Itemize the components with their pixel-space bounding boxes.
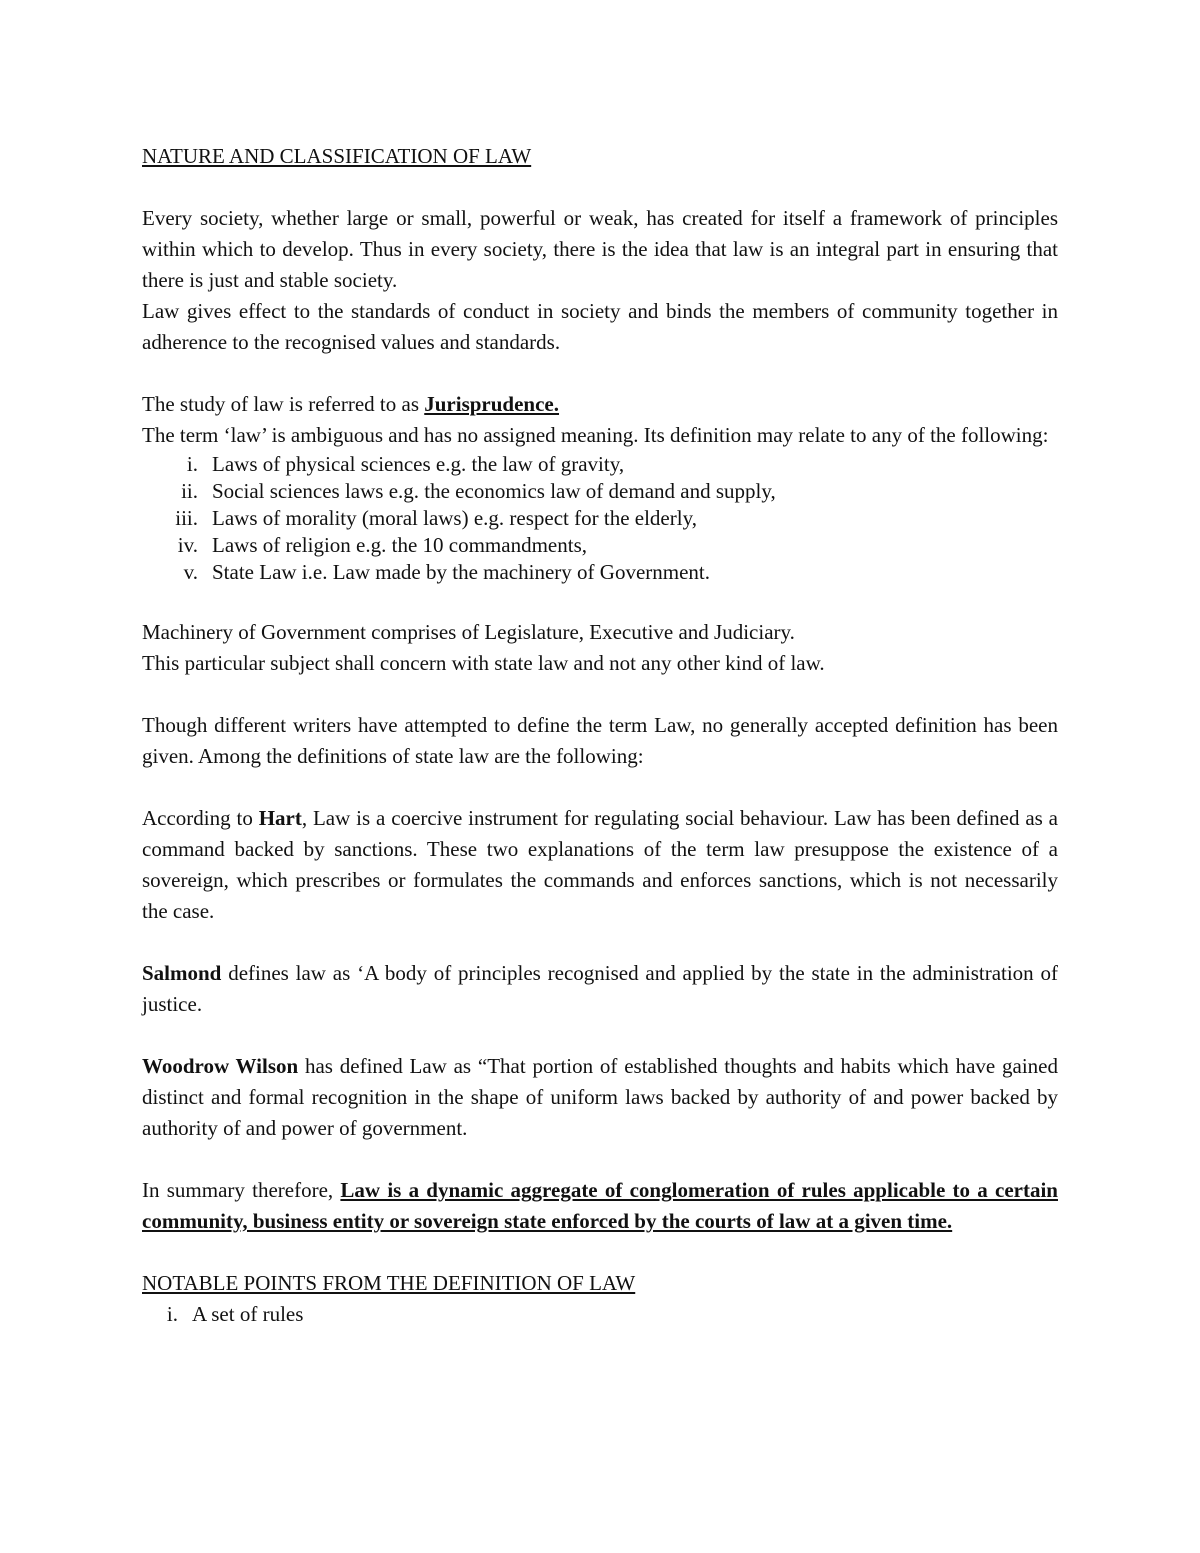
list-item-text: Laws of physical sciences e.g. the law of gravity,	[212, 452, 625, 476]
subject-paragraph: This particular subject shall concern with state law and not any other kind of law.	[142, 651, 825, 675]
list-item-number: i.	[166, 1302, 178, 1326]
term-intro-paragraph: The term ‘law’ is ambiguous and has no assigned meaning. Its definition may relate to any of the following:	[142, 423, 1049, 447]
jurisprudence-prefix: The study of law is referred to as	[142, 392, 425, 416]
notable-points-heading: NOTABLE POINTS FROM THE DEFINITION OF LAW	[142, 1271, 636, 1295]
law-types-list	[142, 451, 1058, 586]
list-item-text: Social sciences laws e.g. the economics law of demand and supply,	[212, 479, 776, 503]
jurisprudence-term: Jurisprudence.	[424, 392, 560, 416]
wilson-definition	[142, 1051, 1058, 1144]
list-item	[142, 1299, 1058, 1330]
list-item	[142, 478, 1058, 505]
list-item-number: iii.	[175, 506, 198, 530]
jurisprudence-paragraph	[142, 389, 1058, 420]
hart-prefix: According to	[142, 806, 259, 830]
list-item	[142, 505, 1058, 532]
wilson-text: has defined Law as “That portion of established thoughts and habits which have gained distinct and formal recognition in the shape of uniform laws backed by authority of and power backed by authority of and power of government.	[142, 1054, 1058, 1140]
notable-points-list	[142, 1299, 1058, 1330]
list-item-number: v.	[183, 560, 198, 584]
document-title: NATURE AND CLASSIFICATION OF LAW	[142, 144, 532, 168]
list-item-number: i.	[186, 452, 198, 476]
list-item	[142, 451, 1058, 478]
list-item-number: ii.	[181, 479, 198, 503]
writers-paragraph: Though different writers have attempted to define the term Law, no generally accepted definition has been given. Among the definitions of state law are the following:	[142, 713, 1058, 768]
list-item-text: State Law i.e. Law made by the machinery of Government.	[212, 560, 710, 584]
hart-text: , Law is a coercive instrument for regulating social behaviour. Law has been defined as a command backed by sanctions. These two explanations of the term law presuppose the existence of a sovereign, which prescribes or formulates the commands and enforces sanctions, which is not necessarily the case.	[142, 806, 1058, 923]
hart-definition	[142, 803, 1058, 927]
wilson-name: Woodrow Wilson	[142, 1054, 299, 1078]
salmond-definition	[142, 958, 1058, 1020]
list-item	[142, 532, 1058, 559]
list-item-text: Laws of morality (moral laws) e.g. respect for the elderly,	[212, 506, 697, 530]
list-item-number: iv.	[177, 533, 198, 557]
list-item-text: Laws of religion e.g. the 10 commandments,	[212, 533, 587, 557]
salmond-text: defines law as ‘A body of principles recognised and applied by the state in the administration of justice.	[142, 961, 1058, 1016]
intro-paragraph: Every society, whether large or small, powerful or weak, has created for itself a framework of principles within which to develop. Thus in every society, there is the idea that law is an integral part in ensuring that there is just and stable society.	[142, 206, 1058, 292]
summary-prefix: In summary therefore,	[142, 1178, 341, 1202]
hart-name: Hart	[258, 806, 302, 830]
law-effect-paragraph: Law gives effect to the standards of conduct in society and binds the members of community together in adherence to the recognised values and standards.	[142, 299, 1058, 354]
list-item-text: A set of rules	[192, 1302, 304, 1326]
summary-definition: Law is a dynamic aggregate of conglomeration of rules applicable to a certain community, business entity or sovereign state enforced by the courts of law at a given time.	[142, 1178, 1058, 1233]
list-item	[142, 559, 1058, 586]
summary-paragraph	[142, 1175, 1058, 1237]
machinery-paragraph: Machinery of Government comprises of Legislature, Executive and Judiciary.	[142, 620, 795, 644]
salmond-name: Salmond	[142, 961, 222, 985]
